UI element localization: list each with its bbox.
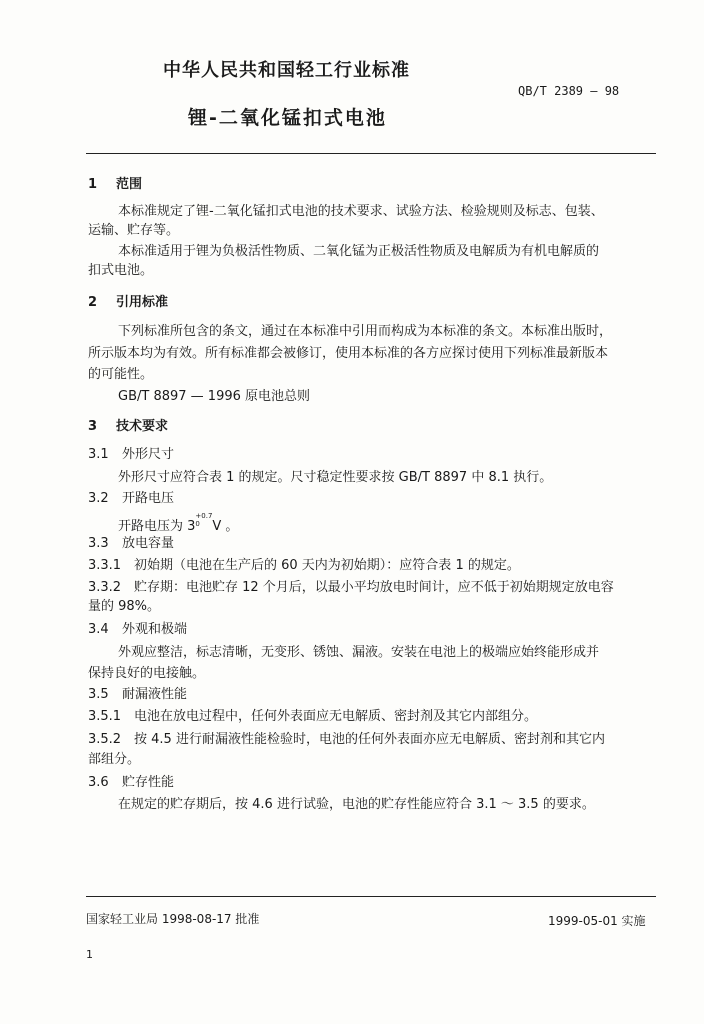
section-title: 技术要求	[116, 419, 169, 434]
header-rule	[86, 153, 656, 154]
open-circuit-voltage-text	[118, 512, 238, 536]
section-number: 1	[88, 177, 98, 192]
section-title: 外形尺寸	[122, 447, 175, 462]
section-title: 外观和极端	[122, 622, 188, 637]
subsection-3-4-heading	[88, 621, 187, 639]
section-title: 贮存性能	[122, 775, 175, 790]
clause-text: 电池在放电过程中，任何外表面应无电解质、密封剂及其它内部组分。	[134, 709, 538, 724]
clause-3-5-2	[88, 731, 605, 749]
section-number: 3.5.2	[88, 732, 122, 747]
section-title: 放电容量	[122, 536, 175, 551]
clause-3-3-1	[88, 557, 520, 575]
standard-code: QB/T 2389 — 98	[518, 84, 620, 98]
section-number: 3	[88, 419, 98, 434]
paragraph-line: 的可能性。	[88, 367, 154, 382]
tolerance-lower: 0	[195, 520, 200, 528]
voltage-suffix: V 。	[212, 519, 239, 534]
clause-text: 贮存期：电池贮存 12 个月后，以最小平均放电时间计，应不低于初始期规定放电容	[134, 580, 614, 595]
section-title: 引用标准	[116, 295, 169, 310]
subsection-3-2-heading	[88, 490, 174, 508]
subsection-3-1-heading	[88, 446, 174, 464]
subsection-3-6-heading	[88, 774, 174, 792]
tolerance-upper: +0.7	[195, 512, 213, 520]
paragraph-line: 量的 98%。	[88, 599, 161, 614]
section-title: 开路电压	[122, 491, 175, 506]
paragraph-line: 外形尺寸应符合表 1 的规定。尺寸稳定性要求按 GB/T 8897 中 8.1 执行。	[118, 470, 553, 485]
page-number: 1	[86, 948, 93, 961]
document-title: 锂-二氧化锰扣式电池	[188, 107, 387, 129]
section-title: 范围	[116, 177, 143, 192]
section-number: 3.3	[88, 536, 109, 551]
section-number: 3.1	[88, 447, 109, 462]
paragraph-line: 在规定的贮存期后，按 4.6 进行试验，电池的贮存性能应符合 3.1 ～ 3.5 的要求。	[118, 797, 595, 812]
paragraph-line: 部组分。	[88, 752, 141, 767]
paragraph-line: 运输、贮存等。	[88, 223, 180, 238]
paragraph-line: 所示版本均为有效。所有标准都会被修订，使用本标准的各方应探讨使用下列标准最新版本	[88, 346, 609, 361]
issuing-body-heading: 中华人民共和国轻工行业标准	[163, 60, 410, 81]
clause-3-5-1	[88, 708, 537, 726]
clause-text: 按 4.5 进行耐漏液性能检验时，电池的任何外表面亦应无电解质、密封剂和其它内	[134, 732, 605, 747]
section-2-heading	[88, 294, 168, 312]
clause-3-3-2	[88, 579, 614, 597]
section-1-heading	[88, 176, 142, 194]
voltage-tolerance	[195, 512, 212, 528]
paragraph-line: 扣式电池。	[88, 263, 154, 278]
section-number: 3.6	[88, 775, 109, 790]
section-number: 3.5	[88, 687, 109, 702]
subsection-3-5-heading	[88, 686, 187, 704]
paragraph-line: 下列标准所包含的条文，通过在本标准中引用而构成为本标准的条文。本标准出版时，	[118, 324, 613, 339]
footer-rule	[86, 896, 656, 897]
subsection-3-3-heading	[88, 535, 174, 553]
section-number: 3.3.2	[88, 580, 122, 595]
section-title: 耐漏液性能	[122, 687, 188, 702]
section-number: 3.3.1	[88, 558, 122, 573]
section-number: 3.4	[88, 622, 109, 637]
paragraph-line: 本标准适用于锂为负极活性物质、二氧化锰为正极活性物质及电解质为有机电解质的	[118, 244, 600, 259]
paragraph-line: 保持良好的电接触。	[88, 666, 206, 681]
voltage-prefix: 开路电压为 3	[118, 519, 196, 534]
section-number: 3.2	[88, 491, 109, 506]
referenced-standard: GB/T 8897 — 1996 原电池总则	[118, 389, 311, 404]
implementation-date: 1999-05-01 实施	[548, 914, 646, 928]
section-number: 3.5.1	[88, 709, 122, 724]
section-3-heading	[88, 418, 168, 436]
clause-text: 初始期（电池在生产后的 60 天内为初始期）：应符合表 1 的规定。	[134, 558, 520, 573]
paragraph-line: 外观应整洁，标志清晰，无变形、锈蚀、漏液。安装在电池上的极端应始终能形成并	[118, 645, 600, 660]
section-number: 2	[88, 295, 98, 310]
approval-line: 国家轻工业局 1998-08-17 批准	[86, 912, 260, 926]
paragraph-line: 本标准规定了锂-二氧化锰扣式电池的技术要求、试验方法、检验规则及标志、包装、	[118, 204, 604, 219]
